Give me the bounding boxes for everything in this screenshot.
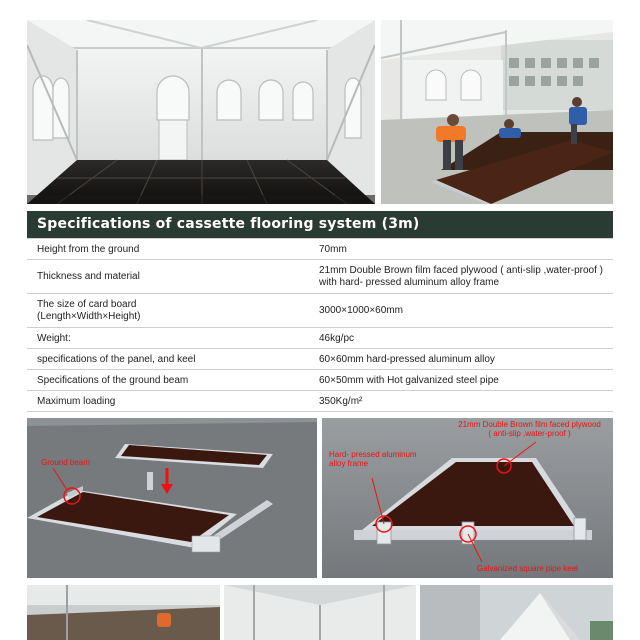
assembly-diagram <box>27 418 317 578</box>
spec-label: Specifications of the ground beam <box>27 370 309 391</box>
spec-label: Weight: <box>27 328 309 349</box>
frame-label: Hard- pressed aluminum alloy frame <box>329 450 417 468</box>
spec-value: 21mm Double Brown film faced plywood ( anti-slip ,water-proof ) with hard- pressed aluminum alloy frame <box>309 260 613 294</box>
keel-label: Galvanized square pipe keel <box>477 564 578 573</box>
table-row <box>27 239 613 260</box>
tent-interior-photo <box>27 20 375 204</box>
spec-label: Maximum loading <box>27 391 309 412</box>
spec-label: specifications of the panel, and keel <box>27 349 309 370</box>
spec-label: Thickness and material <box>27 260 309 294</box>
spec-value: 70mm <box>309 239 613 260</box>
spec-table-section <box>27 211 613 412</box>
spec-label: The size of card board (Length×Width×Height) <box>27 294 309 328</box>
table-row <box>27 349 613 370</box>
spec-value: 3000×1000×60mm <box>309 294 613 328</box>
floor-installation-photo <box>381 20 613 204</box>
spec-value: 60×50mm with Hot galvanized steel pipe <box>309 370 613 391</box>
bottom-photo-1 <box>27 585 220 640</box>
table-row <box>27 294 613 328</box>
table-row <box>27 391 613 412</box>
plywood-label: 21mm Double Brown film faced plywood ( anti-slip ,water-proof ) <box>458 420 601 438</box>
table-row <box>27 260 613 294</box>
spec-value: 350Kg/m² <box>309 391 613 412</box>
spec-label: Height from the ground <box>27 239 309 260</box>
spec-value: 46kg/pc <box>309 328 613 349</box>
panel-detail-diagram <box>322 418 613 578</box>
spec-table <box>27 238 613 412</box>
ground-beam-label: Ground beam <box>41 458 90 467</box>
bottom-photo-2 <box>224 585 416 640</box>
table-row <box>27 370 613 391</box>
table-row <box>27 328 613 349</box>
spec-title: Specifications of cassette flooring system (3m) <box>27 211 613 238</box>
bottom-photo-3 <box>420 585 613 640</box>
spec-value: 60×60mm hard-pressed aluminum alloy <box>309 349 613 370</box>
